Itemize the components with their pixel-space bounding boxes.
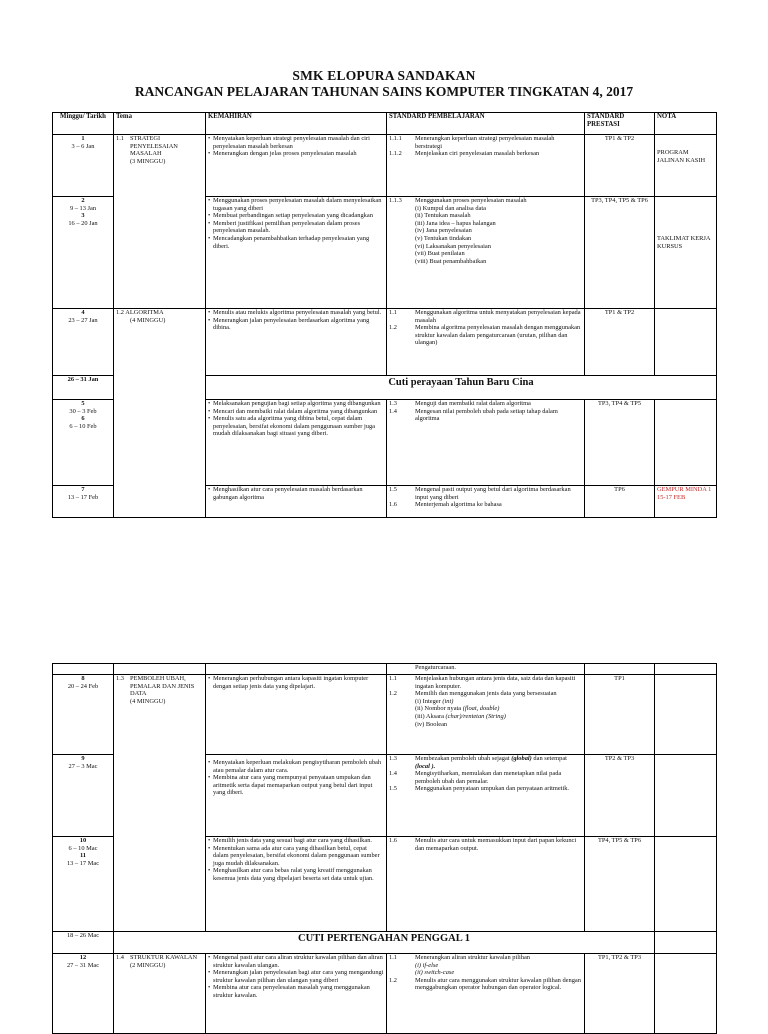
header-prestasi: STANDARD PRESTASI bbox=[585, 113, 655, 135]
week-date: 16 – 20 Jan bbox=[68, 219, 98, 227]
nota-cell bbox=[655, 309, 717, 376]
prestasi-cell: TP4, TP5 & TP6 bbox=[585, 837, 655, 932]
table-row bbox=[53, 135, 717, 197]
kemahiran-cell bbox=[206, 954, 387, 1034]
kemahiran-cell bbox=[206, 755, 387, 837]
nota-cell bbox=[655, 755, 717, 837]
week-cell bbox=[53, 309, 114, 376]
kemahiran-item: • Mengenal pasti atur cara aliran struktur kawalan pilihan dan aliran struktur kawalan ulangan. bbox=[208, 954, 384, 969]
prestasi-cell: TP1 bbox=[585, 675, 655, 755]
tema-cell bbox=[114, 135, 206, 309]
lesson-plan-table-page-2 bbox=[52, 663, 717, 1034]
standard-text: Mengenal pasti output yang betul dari algoritma berdasarkan input yang diberi bbox=[415, 486, 571, 501]
week-date: 6 – 10 Feb bbox=[69, 422, 97, 430]
kemahiran-item: • Menentukan sama ada atur cara yang dihasilkan betul, cepat dalam penyelesaian, bersifat ekonomi dalam penggunaan sumber juga mudah dilaksanakan. bbox=[208, 845, 384, 868]
standard-number: 1.1 bbox=[389, 309, 397, 316]
nota-cell bbox=[655, 675, 717, 755]
standard-text: Menjelaskan ciri penyelesaian masalah berkesan bbox=[415, 150, 540, 158]
standard-number: 1.2 bbox=[389, 976, 397, 984]
tema-number: 1.1 bbox=[116, 135, 124, 142]
week-date: 20 – 24 Feb bbox=[67, 682, 99, 690]
week-date: 27 – 31 Mac bbox=[66, 961, 100, 969]
process-step: (v) Tentukan tindakan bbox=[415, 234, 472, 242]
standard-text: Menterjemah algoritma ke bahasa bbox=[415, 501, 502, 509]
nota-cell: GEMPUR MINDA 1 15-17 FEB bbox=[655, 486, 717, 518]
tema-duration: (4 MINGGU) bbox=[130, 316, 166, 324]
standard-text: Menggunakan algoritma untuk menyatakan penyelesaian kepada masalah bbox=[415, 309, 581, 324]
kemahiran-item: • Membina atur cara penyelesaian masalah yang menggunakan struktur kawalan. bbox=[208, 984, 384, 999]
kemahiran-item: • Menerangkan dengan jelas proses penyelesaian masalah bbox=[208, 150, 384, 158]
process-step: (vii) Buat penilaian bbox=[415, 250, 465, 258]
standard-number: 1.1.3 bbox=[389, 197, 402, 204]
week-date: 3 – 6 Jan bbox=[71, 142, 95, 150]
week-date: 6 – 10 Mac bbox=[68, 844, 98, 852]
table-row bbox=[53, 675, 717, 755]
week-number: 11 bbox=[79, 852, 87, 860]
kemahiran-item: • Membuat perbandingan setiap penyelesaian yang dicadangkan bbox=[208, 212, 384, 220]
standard-cell bbox=[387, 309, 585, 376]
kemahiran-cell bbox=[206, 486, 387, 518]
kemahiran-item: • Mencari dan membaiki ralat dalam algoritma yang dibangunkan bbox=[208, 408, 384, 416]
table-row bbox=[53, 309, 717, 376]
standard-cell bbox=[387, 755, 585, 837]
week-number: 10 bbox=[79, 837, 87, 844]
header-minggu: Minggu/ Tarikh bbox=[53, 113, 114, 135]
standard-number: 1.4 bbox=[389, 770, 397, 778]
week-number: 9 bbox=[81, 755, 85, 762]
kemahiran-item: • Menggunakan proses penyelesaian masalah dalam menyelesaikan tugasan yang diberi bbox=[208, 197, 384, 212]
kemahiran-cell bbox=[206, 837, 387, 932]
standard-continuation bbox=[387, 664, 585, 675]
kemahiran-item: • Memilih jenis data yang sesuai bagi atur cara yang dihasilkan. bbox=[208, 837, 384, 845]
week-number: 5 bbox=[81, 400, 85, 407]
tema-name: ALGORITMA bbox=[125, 309, 164, 316]
standard-number: 1.6 bbox=[389, 501, 397, 509]
tema-cell bbox=[114, 954, 206, 1034]
standard-number: 1.2 bbox=[389, 690, 397, 698]
standard-text: Menggunakan penyataan umpukan dan penyataan aritmetik. bbox=[415, 785, 570, 793]
kemahiran-cell bbox=[206, 309, 387, 376]
nota-cell bbox=[655, 932, 717, 954]
standard-text: Menerangkan aliran struktur kawalan pilihan bbox=[415, 954, 530, 961]
tema-name: STRUKTUR KAWALAN bbox=[130, 954, 198, 961]
week-cell bbox=[53, 197, 114, 309]
prestasi-cell: TP3, TP4 & TP5 bbox=[585, 400, 655, 486]
kemahiran-cell bbox=[206, 135, 387, 197]
nota-cell bbox=[655, 837, 717, 932]
week-number: 12 bbox=[79, 954, 87, 961]
data-type-item: (iv) Boolean bbox=[415, 720, 448, 728]
nota-cell bbox=[655, 400, 717, 486]
week-number: 8 bbox=[81, 675, 85, 682]
standard-cell bbox=[387, 837, 585, 932]
week-cell bbox=[53, 755, 114, 837]
prestasi-cell: TP6 bbox=[585, 486, 655, 518]
kemahiran-item: • Menulis satu ada algoritma yang dibina betul, cepat dalam penyelesaian, bersifat ekonomi dalam penggunaan sumber juga mudah dilaksanakan bagi situasi yang diberi. bbox=[208, 415, 384, 438]
header-tema: Tema bbox=[114, 113, 206, 135]
tema-number: 1.2 bbox=[116, 309, 124, 316]
week-date: 23 – 27 Jan bbox=[68, 316, 98, 324]
standard-number: 1.1 bbox=[389, 675, 397, 682]
kemahiran-cell bbox=[206, 400, 387, 486]
week-number: 1 bbox=[81, 135, 85, 142]
kemahiran-item: • Melaksanakan pengujian bagi setiap algoritma yang dibangunkan bbox=[208, 400, 384, 408]
prestasi-cell: TP1 & TP2 bbox=[585, 135, 655, 197]
nota-text: PROGRAM JALINAN KASIH bbox=[657, 149, 706, 164]
tema-cell bbox=[114, 675, 206, 932]
kemahiran-item: • Mencadangkan penambahbaikan terhadap penyelesaian yang diberi. bbox=[208, 235, 384, 250]
standard-text: Pengaturcaraan. bbox=[415, 664, 456, 671]
tema-duration: (3 MINGGU) bbox=[130, 157, 166, 165]
tema-name: STRATEGI PENYELESAIAN MASALAH bbox=[130, 135, 178, 158]
table-row bbox=[53, 932, 717, 954]
process-step: (iii) Jana idea – hapus halangan bbox=[415, 219, 496, 227]
week-number: 6 bbox=[81, 415, 85, 423]
tema-duration: (2 MINGGU) bbox=[130, 961, 166, 969]
week-cell bbox=[53, 954, 114, 1034]
process-step: (viii) Buat penambahbaikan bbox=[415, 257, 487, 265]
nota-cell bbox=[655, 954, 717, 1034]
tema-duration: (4 MINGGU) bbox=[130, 697, 166, 705]
standard-text: Memilih dan menggunakan jenis data yang bersesuaian bbox=[415, 690, 557, 698]
nota-cell bbox=[655, 197, 717, 309]
standard-number: 1.4 bbox=[389, 407, 397, 415]
prestasi-cell: TP1, TP2 & TP3 bbox=[585, 954, 655, 1034]
nota-cell bbox=[655, 135, 717, 197]
week-cell bbox=[53, 675, 114, 755]
standard-text: Menggunakan proses penyelesaian masalah bbox=[415, 197, 527, 204]
standard-text: Menguji dan membaiki ralat dalam algoritma bbox=[415, 400, 531, 407]
week-number: 2 bbox=[81, 197, 85, 204]
kemahiran-item: • Menulis atau melukis algoritma penyelesaian masalah yang betul. bbox=[208, 309, 384, 317]
standard-cell bbox=[387, 400, 585, 486]
data-type-item: (ii) Nombor nyata (float, double) bbox=[415, 705, 500, 713]
standard-text: Menerangkan keperluan strategi penyelesaian masalah berstrategi bbox=[415, 135, 555, 150]
holiday-banner bbox=[114, 932, 655, 954]
standard-text: Menjelaskan hubungan antara jenis data, saiz data dan kapasiti ingatan komputer. bbox=[415, 675, 576, 690]
process-step: (ii) Tentukan masalah bbox=[415, 212, 471, 220]
week-date: 30 – 3 Feb bbox=[69, 407, 97, 415]
control-structure-item: (ii) switch-case bbox=[415, 969, 455, 977]
process-steps bbox=[389, 205, 582, 266]
tema-name: PEMBOLEH UBAH, PEMALAR DAN JENIS DATA bbox=[130, 675, 195, 698]
kemahiran-item: • Menerangkan perhubungan antara kapasiti ingatan komputer dengan setiap jenis data yang dipelajari. bbox=[208, 675, 384, 690]
standard-text: Mengesan nilai pemboleh ubah pada setiap tahap dalam algoritma bbox=[415, 407, 558, 423]
week-date: 13 – 17 Feb bbox=[67, 493, 99, 501]
week-number: 7 bbox=[81, 486, 85, 493]
standard-text: Membezakan pemboleh ubah sejagat (global) dan setempat (local ). bbox=[415, 755, 567, 770]
table-row bbox=[53, 954, 717, 1034]
tema-cell bbox=[114, 309, 206, 518]
prestasi-cell: TP2 & TP3 bbox=[585, 755, 655, 837]
document-title: RANCANGAN PELAJARAN TAHUNAN SAINS KOMPUTER TINGKATAN 4, 2017 bbox=[134, 84, 634, 99]
standard-cell bbox=[387, 954, 585, 1034]
kemahiran-item: • Menerangkan jalan penyelesaian berdasarkan algoritma yang dibina. bbox=[208, 317, 384, 332]
standard-number: 1.5 bbox=[389, 785, 397, 793]
standard-number: 1.6 bbox=[389, 837, 397, 844]
header-standard: STANDARD PEMBELAJARAN bbox=[387, 113, 585, 135]
tema-number: 1.3 bbox=[116, 675, 124, 682]
week-date: 13 – 17 Mac bbox=[66, 859, 100, 867]
header-kemahiran: KEMAHIRAN bbox=[206, 113, 387, 135]
tema-number: 1.4 bbox=[116, 954, 124, 961]
standard-cell bbox=[387, 197, 585, 309]
kemahiran-item: • Menyatakan keperluan melakukan pengisytiharan pemboleh ubah atau pemalar dalam atur cara. bbox=[208, 759, 384, 774]
standard-number: 1.1.2 bbox=[389, 150, 402, 158]
kemahiran-item: • Membina atur cara yang mempunyai penyataan umpukan dan aritmetik serta dapat memaparkan output yang betul dari input yang diberi. bbox=[208, 774, 384, 797]
standard-cell bbox=[387, 486, 585, 518]
standard-number: 1.1 bbox=[389, 954, 397, 961]
process-step: (vi) Laksanakan penyelesaian bbox=[415, 242, 491, 250]
data-type-item: (i) Integer (int) bbox=[415, 697, 454, 705]
standard-text: Menulis atur cara untuk memasukkan input dari papan kekunci dan memaparkan output. bbox=[415, 837, 577, 852]
kemahiran-item: • Menghasilkan atur cara bebas ralat yang kreatif menggunakan kesemua jenis data yang dipelajari beserta set data untuk ujian. bbox=[208, 867, 384, 882]
week-cell bbox=[53, 400, 114, 486]
data-type-list bbox=[389, 698, 582, 728]
table-row bbox=[53, 664, 717, 675]
control-structure-item: (i) if-else bbox=[415, 961, 439, 969]
week-number: 4 bbox=[81, 309, 85, 316]
kemahiran-item: • Memberi justifikasi pemilihan penyelesaian dalam proses penyelesaian masalah. bbox=[208, 220, 384, 235]
standard-number: 1.1.1 bbox=[389, 135, 402, 142]
week-cell bbox=[53, 486, 114, 518]
lesson-plan-table-page-1 bbox=[52, 112, 717, 518]
standard-number: 1.2 bbox=[389, 324, 397, 332]
kemahiran-cell bbox=[206, 197, 387, 309]
process-step: (i) Kumpul dan analisa data bbox=[415, 204, 486, 212]
holiday-banner-text: CUTI PERTENGAHAN PENGGAL 1 bbox=[297, 933, 471, 944]
week-cell bbox=[53, 135, 114, 197]
week-number: 3 bbox=[81, 212, 85, 220]
nota-text: TAKLIMAT KERJA KURSUS bbox=[657, 235, 711, 250]
standard-cell bbox=[387, 675, 585, 755]
standard-text: Mengisytiharkan, memulakan dan menetapkan nilai pada pemboleh ubah dan pemalar. bbox=[415, 770, 562, 785]
standard-text: Menulis atur cara menggunakan struktur kawalan pilihan dengan menggabungkan operator hubungan dan operator logical. bbox=[415, 976, 581, 992]
school-name: SMK ELOPURA SANDAKAN bbox=[292, 68, 476, 83]
process-step: (iv) Jana penyelesaian bbox=[415, 227, 472, 235]
standard-number: 1.3 bbox=[389, 400, 397, 407]
standard-text: Membina algoritma penyelesaian masalah dengan menggunakan struktur kawalan dalam pengaturcaraan (urutan, pilihan dan ulangan) bbox=[415, 324, 581, 347]
week-cell: 18 – 26 Mac bbox=[53, 932, 114, 954]
kemahiran-item: • Menyatakan keperluan strategi penyelesaian masalah dan ciri penyelesaian masalah berkesan bbox=[208, 135, 384, 150]
standard-number: 1.3 bbox=[389, 755, 397, 762]
kemahiran-item: • Menghasilkan atur cara penyelesaian masalah berdasarkan gabungan algoritma bbox=[208, 486, 384, 501]
table-header-row bbox=[53, 113, 717, 135]
week-cell: 26 – 31 Jan bbox=[53, 376, 114, 400]
week-date: 9 – 13 Jan bbox=[69, 204, 97, 212]
holiday-banner-text: Cuti perayaan Tahun Baru Cina bbox=[388, 377, 534, 388]
standard-cell bbox=[387, 135, 585, 197]
week-cell bbox=[53, 837, 114, 932]
data-type-item: (iii) Aksara (char)/rentetan (String) bbox=[415, 712, 506, 720]
prestasi-cell: TP3, TP4, TP5 & TP6 bbox=[585, 197, 655, 309]
prestasi-cell: TP1 & TP2 bbox=[585, 309, 655, 376]
header-nota: NOTA bbox=[655, 113, 717, 135]
kemahiran-cell bbox=[206, 675, 387, 755]
week-date: 27 – 3 Mac bbox=[68, 762, 98, 770]
holiday-banner bbox=[206, 376, 717, 400]
kemahiran-item: • Menerangkan jalan penyelesaian bagi atur cara yang mengandungi struktur kawalan pilihan dan ulangan yang diberi bbox=[208, 969, 384, 984]
standard-number: 1.5 bbox=[389, 486, 397, 493]
